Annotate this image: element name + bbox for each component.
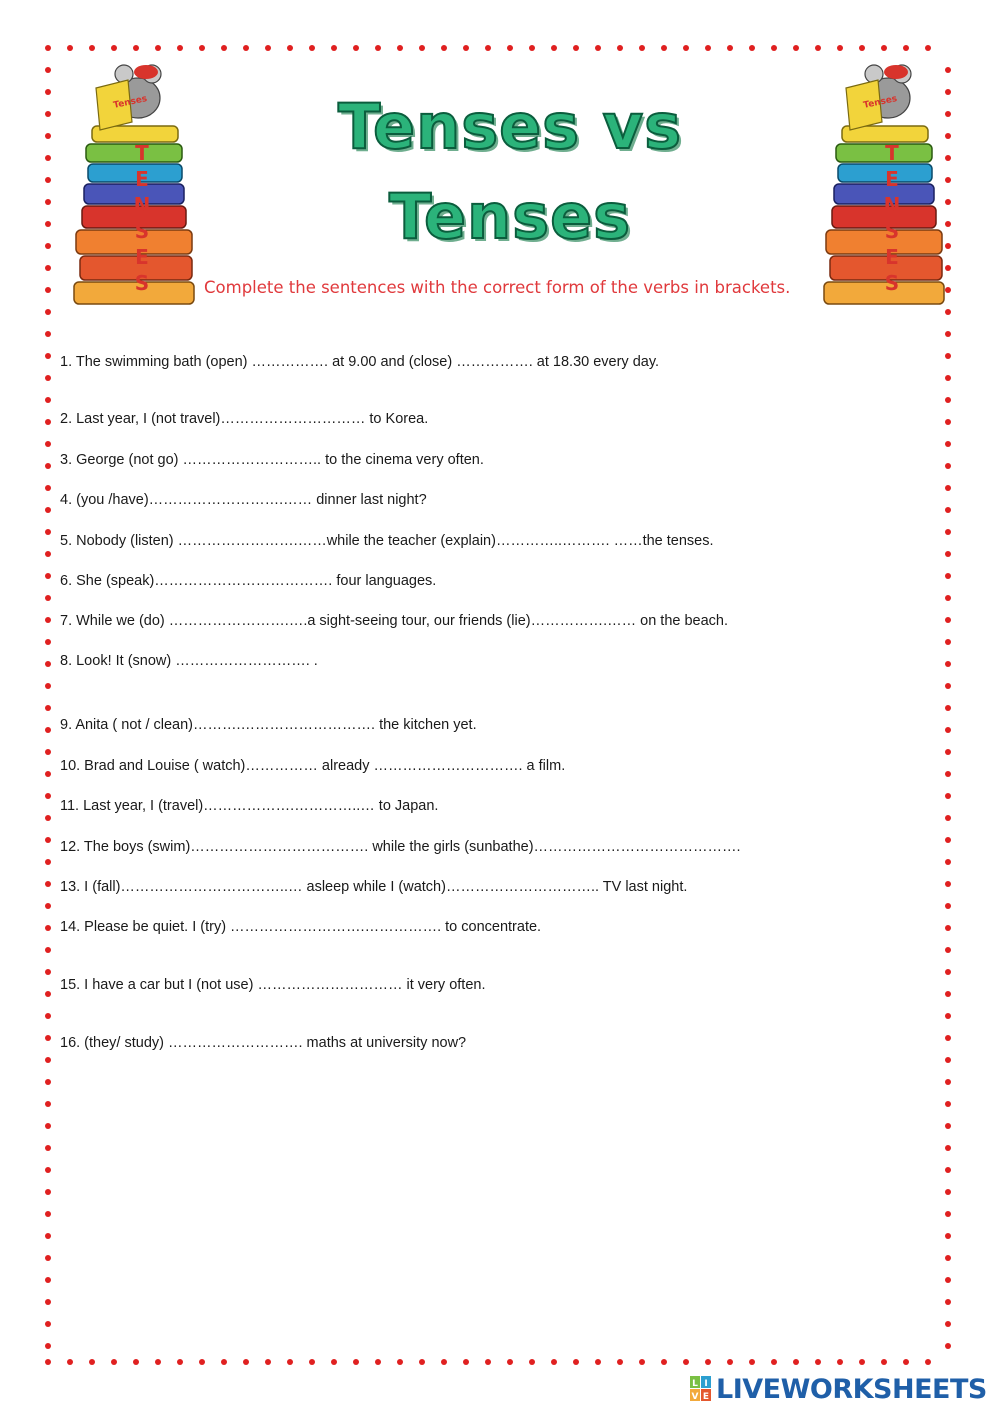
frame-dot (45, 1277, 51, 1283)
frame-dot (45, 353, 51, 359)
frame-dot (771, 1359, 777, 1365)
frame-dot (45, 243, 51, 249)
frame-dot (199, 1359, 205, 1365)
frame-dot (45, 815, 51, 821)
frame-dot (945, 331, 951, 337)
frame-dot (67, 1359, 73, 1365)
frame-dot (111, 45, 117, 51)
frame-dot (529, 1359, 535, 1365)
frame-dot (639, 1359, 645, 1365)
frame-dot (45, 1233, 51, 1239)
question-item: 14. Please be quiet. I (try) ……………………….……………. to concentrate. (60, 919, 542, 935)
frame-dot (945, 573, 951, 579)
frame-dot (45, 573, 51, 579)
frame-dot (45, 881, 51, 887)
frame-dot (265, 1359, 271, 1365)
frame-dot (945, 1233, 951, 1239)
question-item: 1. The swimming bath (open) ……………. at 9.00 and (close) ……………. at 18.30 every day. (60, 354, 660, 370)
spine-letter: E (885, 245, 899, 269)
frame-dot (595, 1359, 601, 1365)
frame-dot (945, 463, 951, 469)
frame-dot (945, 705, 951, 711)
frame-dot (45, 661, 51, 667)
spine-letter: S (884, 219, 900, 243)
frame-dot (945, 925, 951, 931)
frame-dot (45, 331, 51, 337)
book-stack-illustration-right (816, 60, 956, 310)
frame-dot (397, 45, 403, 51)
frame-dot (771, 45, 777, 51)
spine-letter: N (883, 193, 901, 217)
question-item: 5. Nobody (listen) …………………….……while the teacher (explain)…………..………. ……the tenses. (60, 533, 714, 549)
question-item: 6. She (speak)………………………………. four languages. (60, 573, 437, 589)
frame-dot (945, 947, 951, 953)
frame-dot (45, 1299, 51, 1305)
frame-dot (945, 903, 951, 909)
question-item: 12. The boys (swim)………………………………. while the girls (sunbathe)……………………………………. (60, 839, 741, 855)
frame-dot (221, 1359, 227, 1365)
frame-dot (177, 45, 183, 51)
frame-dot (945, 1343, 951, 1349)
frame-dot (945, 1101, 951, 1107)
frame-dot (45, 991, 51, 997)
frame-dot (945, 375, 951, 381)
frame-dot (793, 45, 799, 51)
frame-dot (485, 45, 491, 51)
question-item: 3. George (not go) ……………………….. to the cinema very often. (60, 452, 484, 468)
frame-dot (859, 1359, 865, 1365)
frame-dot (45, 1343, 51, 1349)
frame-dot (815, 1359, 821, 1365)
svg-text:V: V (691, 1392, 699, 1402)
frame-dot (45, 507, 51, 513)
frame-dot (45, 45, 51, 51)
frame-dot (45, 551, 51, 557)
frame-dot (45, 969, 51, 975)
frame-dot (945, 441, 951, 447)
frame-dot (331, 45, 337, 51)
frame-dot (945, 507, 951, 513)
frame-dot (45, 749, 51, 755)
frame-dot (45, 727, 51, 733)
question-item: 16. (they/ study) ………………………. maths at university now? (60, 1035, 467, 1051)
question-item: 10. Brad and Louise ( watch)…………… already …………………………. a film. (60, 758, 566, 774)
frame-dot (925, 45, 931, 51)
frame-dot (45, 1101, 51, 1107)
frame-dot (155, 1359, 161, 1365)
frame-dot (45, 67, 51, 73)
frame-dot (45, 155, 51, 161)
brand-name: LIVEWORKSHEETS (716, 1373, 987, 1405)
frame-dot (45, 419, 51, 425)
frame-dot (45, 309, 51, 315)
frame-dot (45, 837, 51, 843)
frame-dot (463, 1359, 469, 1365)
frame-dot (529, 45, 535, 51)
frame-dot (45, 1321, 51, 1327)
frame-dot (749, 1359, 755, 1365)
frame-dot (945, 661, 951, 667)
frame-dot (45, 287, 51, 293)
frame-dot (45, 111, 51, 117)
frame-dot (945, 551, 951, 557)
frame-dot (661, 1359, 667, 1365)
spine-letter: S (134, 271, 150, 295)
frame-dot (45, 89, 51, 95)
frame-dot (375, 45, 381, 51)
frame-dot (419, 45, 425, 51)
frame-dot (881, 45, 887, 51)
frame-dot (945, 617, 951, 623)
frame-dot (45, 595, 51, 601)
frame-dot (485, 1359, 491, 1365)
frame-dot (705, 45, 711, 51)
frame-dot (573, 1359, 579, 1365)
question-item: 2. Last year, I (not travel)………………………… to Korea. (60, 411, 429, 427)
frame-dot (945, 529, 951, 535)
frame-dot (945, 859, 951, 865)
frame-dot (945, 1299, 951, 1305)
frame-dot (945, 837, 951, 843)
frame-dot (507, 45, 513, 51)
worksheet-title: Tenses vs Tenses (337, 90, 682, 253)
frame-dot (945, 771, 951, 777)
frame-dot (45, 1079, 51, 1085)
frame-dot (945, 1277, 951, 1283)
frame-dot (199, 45, 205, 51)
frame-dot (945, 353, 951, 359)
svg-text:L: L (692, 1379, 698, 1389)
frame-dot (463, 45, 469, 51)
frame-dot (551, 45, 557, 51)
frame-dot (661, 45, 667, 51)
frame-dot (551, 1359, 557, 1365)
liveworksheets-logo-icon (690, 1376, 712, 1402)
question-item: 9. Anita ( not / clean)……….………………………. the kitchen yet. (60, 717, 477, 733)
frame-dot (945, 639, 951, 645)
frame-dot (45, 903, 51, 909)
frame-dot (595, 45, 601, 51)
frame-dot (837, 45, 843, 51)
spine-letter: E (135, 167, 149, 191)
frame-dot (945, 485, 951, 491)
frame-dot (945, 1255, 951, 1261)
frame-dot (945, 1057, 951, 1063)
spine-letter: S (134, 219, 150, 243)
frame-dot (45, 529, 51, 535)
frame-dot (573, 45, 579, 51)
frame-dot (111, 1359, 117, 1365)
frame-dot (945, 1035, 951, 1041)
frame-dot (353, 45, 359, 51)
frame-dot (945, 793, 951, 799)
frame-dot (683, 45, 689, 51)
frame-dot (945, 991, 951, 997)
frame-dot (945, 881, 951, 887)
frame-dot (89, 1359, 95, 1365)
frame-dot (45, 199, 51, 205)
frame-dot (925, 1359, 931, 1365)
frame-dot (683, 1359, 689, 1365)
frame-dot (45, 1211, 51, 1217)
frame-dot (45, 793, 51, 799)
frame-dot (45, 1057, 51, 1063)
frame-dot (903, 1359, 909, 1365)
frame-dot (945, 1079, 951, 1085)
frame-dot (309, 45, 315, 51)
question-item: 4. (you /have)……………………….…… dinner last night? (60, 492, 427, 508)
frame-dot (45, 1189, 51, 1195)
frame-dot (133, 1359, 139, 1365)
frame-dot (133, 45, 139, 51)
frame-dot (837, 1359, 843, 1365)
frame-dot (419, 1359, 425, 1365)
question-item: 8. Look! It (snow) ………………………. . (60, 653, 318, 669)
frame-dot (793, 1359, 799, 1365)
frame-dot (45, 177, 51, 183)
frame-dot (265, 45, 271, 51)
spine-letter: E (885, 167, 899, 191)
frame-dot (155, 45, 161, 51)
frame-dot (441, 1359, 447, 1365)
frame-dot (45, 441, 51, 447)
frame-dot (45, 683, 51, 689)
svg-text:E: E (702, 1392, 710, 1402)
svg-text:I: I (704, 1379, 708, 1389)
frame-dot (45, 1123, 51, 1129)
frame-dot (353, 1359, 359, 1365)
frame-dot (945, 969, 951, 975)
frame-dot (45, 925, 51, 931)
frame-dot (45, 947, 51, 953)
frame-dot (309, 1359, 315, 1365)
spine-letter: E (135, 245, 149, 269)
frame-dot (45, 397, 51, 403)
frame-dot (45, 133, 51, 139)
frame-dot (243, 1359, 249, 1365)
frame-dot (749, 45, 755, 51)
frame-dot (945, 1167, 951, 1173)
frame-dot (45, 617, 51, 623)
frame-dot (45, 375, 51, 381)
question-item: 11. Last year, I (travel)……………….…………..… to Japan. (60, 798, 439, 814)
frame-dot (945, 1145, 951, 1151)
frame-dot (945, 749, 951, 755)
frame-dot (45, 265, 51, 271)
frame-dot (45, 463, 51, 469)
frame-dot (639, 45, 645, 51)
frame-dot (617, 45, 623, 51)
frame-dot (45, 1035, 51, 1041)
frame-dot (67, 45, 73, 51)
liveworksheets-brand[interactable] (690, 1372, 990, 1406)
frame-dot (45, 859, 51, 865)
frame-dot (441, 45, 447, 51)
frame-dot (945, 815, 951, 821)
frame-dot (945, 727, 951, 733)
frame-dot (727, 1359, 733, 1365)
spine-letter: T (135, 141, 149, 165)
book-stack-illustration-left (66, 60, 206, 310)
frame-dot (945, 1189, 951, 1195)
frame-dot (397, 1359, 403, 1365)
frame-dot (903, 45, 909, 51)
frame-dot (45, 639, 51, 645)
frame-dot (945, 683, 951, 689)
question-item: 13. I (fall)……………………………..… asleep while I (watch)………………………….. TV last night. (60, 879, 688, 895)
frame-dot (89, 45, 95, 51)
frame-dot (945, 1211, 951, 1217)
frame-dot (859, 45, 865, 51)
frame-dot (45, 485, 51, 491)
frame-dot (45, 1167, 51, 1173)
frame-dot (221, 45, 227, 51)
frame-dot (45, 1013, 51, 1019)
spine-letter: S (884, 271, 900, 295)
frame-dot (45, 1145, 51, 1151)
frame-dot (45, 771, 51, 777)
frame-dot (45, 1359, 51, 1365)
frame-dot (287, 1359, 293, 1365)
frame-dot (881, 1359, 887, 1365)
question-item: 7. While we (do) …………………….….a sight-seeing tour, our friends (lie)…………….…… on the beach. (60, 613, 729, 629)
question-item: 15. I have a car but I (not use) ………………………… it very often. (60, 977, 486, 993)
frame-dot (331, 1359, 337, 1365)
frame-dot (45, 1255, 51, 1261)
frame-dot (45, 221, 51, 227)
frame-dot (705, 1359, 711, 1365)
spine-letter: N (133, 193, 151, 217)
frame-dot (177, 1359, 183, 1365)
frame-dot (945, 1321, 951, 1327)
svg-text:Tenses: Tenses (862, 94, 899, 111)
frame-dot (507, 1359, 513, 1365)
frame-dot (45, 705, 51, 711)
frame-dot (375, 1359, 381, 1365)
svg-text:Tenses: Tenses (112, 94, 149, 111)
frame-dot (287, 45, 293, 51)
spine-letter: T (885, 141, 899, 165)
frame-dot (945, 595, 951, 601)
frame-dot (243, 45, 249, 51)
frame-dot (945, 1013, 951, 1019)
frame-dot (815, 45, 821, 51)
instruction-text: Complete the sentences with the correct form of the verbs in brackets. (204, 278, 791, 297)
frame-dot (945, 419, 951, 425)
frame-dot (727, 45, 733, 51)
frame-dot (945, 397, 951, 403)
frame-dot (617, 1359, 623, 1365)
frame-dot (945, 1123, 951, 1129)
